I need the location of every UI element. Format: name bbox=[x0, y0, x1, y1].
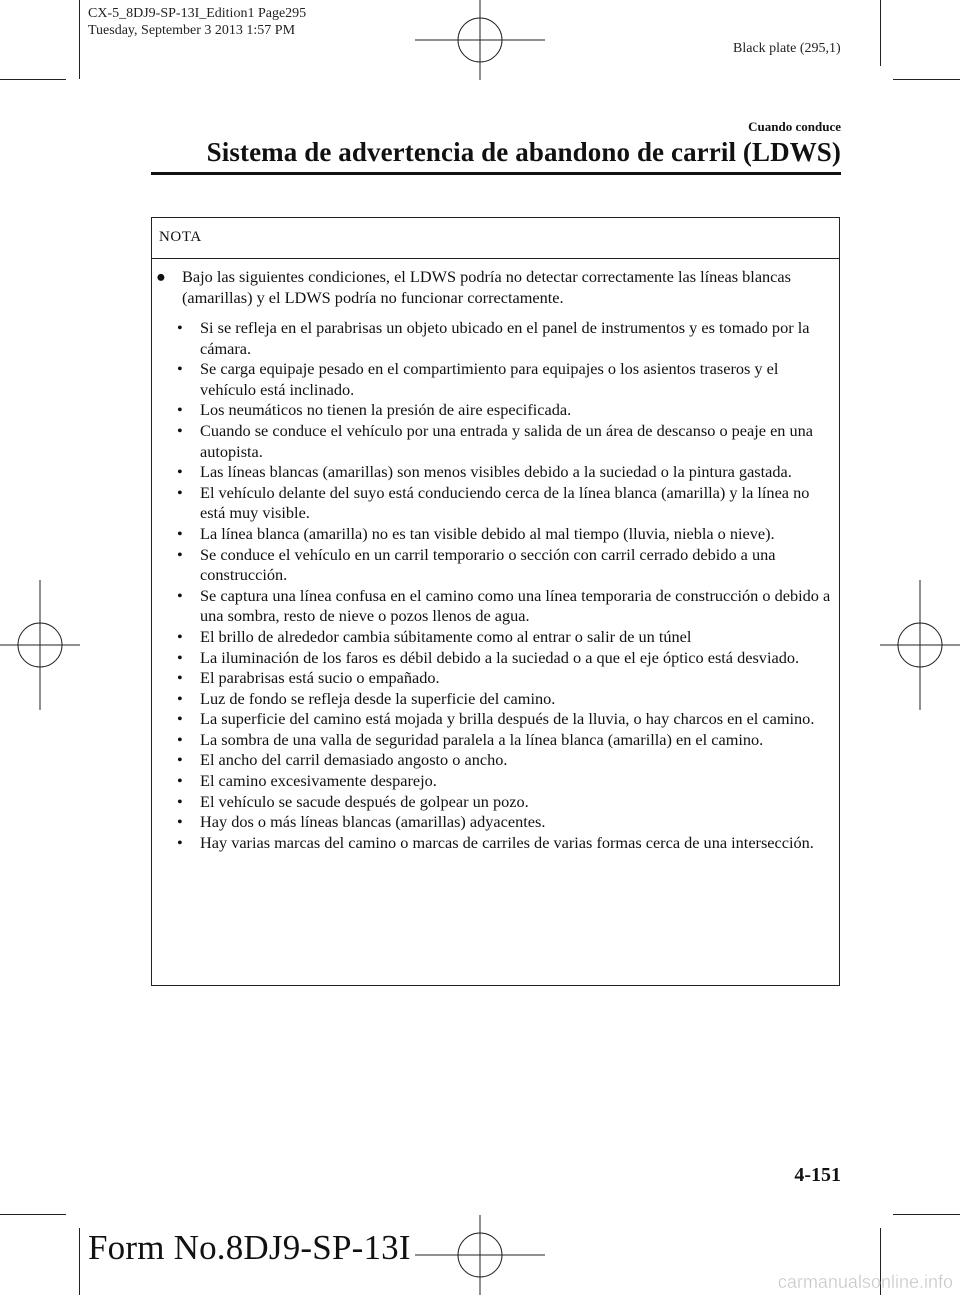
condition-item bbox=[174, 483, 834, 524]
sub-bullet-icon: • bbox=[177, 400, 183, 420]
condition-item bbox=[174, 709, 834, 730]
registration-mark-right bbox=[880, 580, 960, 710]
sub-bullet-icon: • bbox=[177, 729, 183, 749]
condition-text: El camino excesivamente desparejo. bbox=[200, 771, 437, 791]
condition-item bbox=[174, 524, 834, 545]
condition-item bbox=[174, 359, 834, 400]
registration-mark-left bbox=[0, 580, 80, 710]
sub-bullet-icon: • bbox=[177, 626, 183, 646]
condition-text: La superficie del camino está mojada y brilla después de la lluvia, o hay charcos en el camino. bbox=[200, 709, 815, 729]
print-timestamp: Tuesday, September 3 2013 1:57 PM bbox=[88, 23, 296, 38]
condition-text: La iluminación de los faros es débil debido a la suciedad o a que el eje óptico está desviado. bbox=[200, 647, 800, 667]
condition-text: Los neumáticos no tienen la presión de aire especificada. bbox=[200, 400, 572, 420]
condition-text: Si se refleja en el parabrisas un objeto ubicado en el panel de instrumentos y es tomado por la cámara. bbox=[200, 318, 810, 358]
condition-text: Cuando se conduce el vehículo por una entrada y salida de un área de descanso o peaje en una autopista. bbox=[200, 420, 814, 461]
condition-item bbox=[174, 689, 834, 710]
crop-mark bbox=[880, 0, 881, 66]
condition-text: La sombra de una valla de seguridad paralela a la línea blanca (amarilla) en el camino. bbox=[200, 729, 764, 749]
section-label: Cuando conduce bbox=[748, 119, 841, 134]
condition-text: El brillo de alrededor cambia súbitamente como al entrar o salir de un túnel bbox=[200, 626, 692, 646]
condition-text: Luz de fondo se refleja desde la superficie del camino. bbox=[200, 688, 556, 708]
note-header bbox=[152, 218, 839, 259]
condition-item bbox=[174, 792, 834, 813]
sub-bullet-icon: • bbox=[177, 791, 183, 811]
sub-bullet-icon: • bbox=[177, 544, 183, 564]
condition-item bbox=[174, 318, 834, 359]
condition-item bbox=[174, 400, 834, 421]
condition-item bbox=[174, 833, 834, 854]
note-main-text: Bajo las siguientes condiciones, el LDWS podría no detectar correctamente las líneas blancas (amarillas) y el LDWS podría no funcionar correctamente. bbox=[182, 267, 791, 307]
condition-list bbox=[174, 318, 834, 853]
condition-item bbox=[174, 668, 834, 689]
crop-mark bbox=[893, 1214, 960, 1215]
page-number: 4-151 bbox=[794, 1164, 841, 1186]
sub-bullet-icon: • bbox=[177, 359, 183, 379]
condition-item bbox=[174, 648, 834, 669]
condition-text: Hay dos o más líneas blancas (amarillas) adyacentes. bbox=[200, 812, 546, 832]
crop-mark bbox=[893, 79, 960, 80]
sub-bullet-icon: • bbox=[177, 318, 183, 337]
condition-text: Las líneas blancas (amarillas) son menos visibles debido a la suciedad o la pintura gastada. bbox=[200, 462, 792, 482]
note-main-bullet bbox=[156, 266, 832, 308]
condition-item bbox=[174, 730, 834, 751]
print-file-info bbox=[88, 5, 306, 39]
sub-bullet-icon: • bbox=[177, 832, 183, 852]
condition-text: Se captura una línea confusa en el camino como una línea temporaria de construcción o debido a una sombra, resto de nieve o pozos llenos de agua. bbox=[200, 585, 831, 626]
condition-text: El vehículo delante del suyo está conduciendo cerca de la línea blanca (amarilla) y la línea no está muy visible. bbox=[200, 482, 810, 523]
crop-mark bbox=[79, 0, 80, 79]
title-rule bbox=[151, 172, 841, 175]
crop-mark bbox=[0, 79, 66, 80]
condition-text: Se carga equipaje pesado en el compartimiento para equipajes o los asientos traseros y el vehículo está inclinado. bbox=[200, 359, 779, 399]
registration-mark-bottom bbox=[415, 1215, 545, 1295]
page-title: Sistema de advertencia de abandono de carril (LDWS) bbox=[206, 137, 841, 167]
sub-bullet-icon: • bbox=[177, 750, 183, 770]
note-box bbox=[151, 217, 840, 986]
sub-bullet-icon: • bbox=[177, 812, 183, 832]
condition-item bbox=[174, 750, 834, 771]
condition-text: Se conduce el vehículo en un carril temporario o sección con carril cerrado debido a una construcción. bbox=[200, 544, 776, 585]
condition-text: El parabrisas está sucio o empañado. bbox=[200, 668, 440, 688]
sub-bullet-icon: • bbox=[177, 420, 183, 440]
bullet-icon: ● bbox=[156, 267, 166, 286]
condition-item bbox=[174, 627, 834, 648]
condition-text: Hay varias marcas del camino o marcas de carriles de varias formas cerca de una intersección. bbox=[200, 832, 814, 852]
sub-bullet-icon: • bbox=[177, 668, 183, 688]
sub-bullet-icon: • bbox=[177, 688, 183, 708]
print-file-name: CX-5_8DJ9-SP-13I_Edition1 Page295 bbox=[88, 6, 307, 21]
condition-text: La línea blanca (amarilla) no es tan visible debido al mal tiempo (lluvia, niebla o nieve). bbox=[200, 523, 775, 543]
condition-item bbox=[174, 771, 834, 792]
plate-label: Black plate (295,1) bbox=[733, 41, 841, 56]
condition-item bbox=[174, 462, 834, 483]
condition-item bbox=[174, 812, 834, 833]
condition-item bbox=[174, 421, 834, 462]
crop-mark bbox=[79, 1228, 80, 1295]
condition-item bbox=[174, 545, 834, 586]
sub-bullet-icon: • bbox=[177, 647, 183, 667]
svg-text:carmanualsonline.info: carmanualsonline.info bbox=[777, 1272, 953, 1292]
note-title: NOTA bbox=[159, 229, 202, 245]
sub-bullet-icon: • bbox=[177, 482, 183, 502]
sub-bullet-icon: • bbox=[177, 462, 183, 482]
sub-bullet-icon: • bbox=[177, 709, 183, 729]
condition-item bbox=[174, 586, 834, 627]
form-number: Form No.8DJ9-SP-13I bbox=[88, 1228, 411, 1267]
condition-text: El vehículo se sacude después de golpear un pozo. bbox=[200, 791, 529, 811]
sub-bullet-icon: • bbox=[177, 771, 183, 791]
registration-mark-top bbox=[415, 0, 545, 80]
sub-bullet-icon: • bbox=[177, 523, 183, 543]
sub-bullet-icon: • bbox=[177, 585, 183, 605]
watermark bbox=[717, 1268, 960, 1295]
crop-mark bbox=[0, 1214, 66, 1215]
condition-text: El ancho del carril demasiado angosto o ancho. bbox=[200, 750, 508, 770]
